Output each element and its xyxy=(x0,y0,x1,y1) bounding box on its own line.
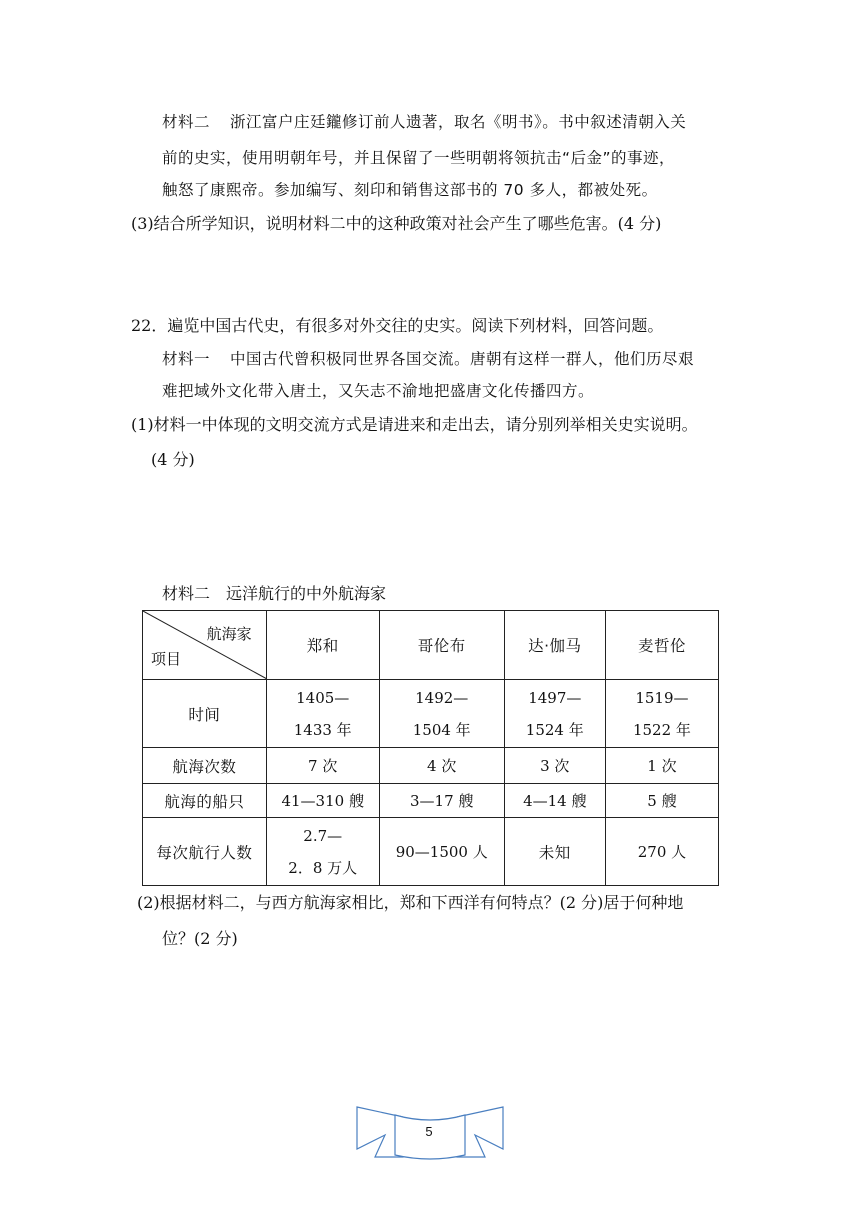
table-row xyxy=(143,784,719,818)
table-row xyxy=(143,748,719,784)
table-cell: 3 次 xyxy=(504,748,605,784)
table-cell: 3—17 艘 xyxy=(379,784,504,818)
material-text-line: 难把域外文化带入唐土，又矢志不渝地把盛唐文化传播四方。 xyxy=(162,382,595,400)
table-cell: 1 次 xyxy=(605,748,718,784)
question-22-2-cont: 位？(2 分) xyxy=(162,929,238,948)
material-text-line: 前的史实，使用明朝年号，并且保留了一些明朝将领抗击“后金”的事迹， xyxy=(162,149,676,167)
material-label: 材料二 xyxy=(162,113,211,131)
row-label: 每次航行人数 xyxy=(143,818,267,886)
table-cell: 1405— 1433 年 xyxy=(266,680,379,748)
table-cell: 1497— 1524 年 xyxy=(504,680,605,748)
table-header: 郑和 xyxy=(266,611,379,680)
navigators-table xyxy=(142,610,719,886)
table-row xyxy=(143,680,719,748)
material-label: 材料一 xyxy=(162,350,211,368)
material-text-line: 触怒了康熙帝。参加编写、刻印和销售这部书的 70 多人，都被处死。 xyxy=(162,181,658,199)
material-text-line: 中国古代曾积极同世界各国交流。唐朝有这样一群人，他们历尽艰 xyxy=(230,350,695,368)
question-22-1: (1)材料一中体现的文明交流方式是请进来和走出去，请分别列举相关史实说明。 xyxy=(131,415,698,434)
table-cell: 90—1500 人 xyxy=(379,818,504,886)
table-corner-cell xyxy=(143,611,267,680)
table-cell: 270 人 xyxy=(605,818,718,886)
question-22-1-score: (4 分) xyxy=(151,450,195,469)
corner-top-label: 航海家 xyxy=(206,625,252,643)
row-label: 航海的船只 xyxy=(143,784,267,818)
table-cell: 1519— 1522 年 xyxy=(605,680,718,748)
page-number: 5 xyxy=(425,1124,433,1139)
table-header: 达·伽马 xyxy=(504,611,605,680)
material2-title: 材料二 远洋航行的中外航海家 xyxy=(162,584,387,603)
row-label: 时间 xyxy=(143,680,267,748)
table-row xyxy=(143,818,719,886)
table-cell: 4—14 艘 xyxy=(504,784,605,818)
table-cell: 41—310 艘 xyxy=(266,784,379,818)
corner-bottom-label: 项目 xyxy=(151,650,182,668)
table-header: 麦哲伦 xyxy=(605,611,718,680)
row-label: 航海次数 xyxy=(143,748,267,784)
question-21-3: (3)结合所学知识，说明材料二中的这种政策对社会产生了哪些危害。(4 分) xyxy=(131,214,662,233)
table-cell: 2.7— 2．8 万人 xyxy=(266,818,379,886)
table-cell: 未知 xyxy=(504,818,605,886)
table-cell: 7 次 xyxy=(266,748,379,784)
question-22-stem: 22．遍览中国古代史，有很多对外交往的史实。阅读下列材料，回答问题。 xyxy=(131,316,664,335)
question-22-2: (2)根据材料二，与西方航海家相比，郑和下西洋有何特点？(2 分)居于何种地 xyxy=(137,893,684,912)
table-header: 哥伦布 xyxy=(379,611,504,680)
material-text-line: 浙江富户庄廷鑨修订前人遗著，取名《明书》。书中叙述清朝入关 xyxy=(230,113,687,131)
table-cell: 1492— 1504 年 xyxy=(379,680,504,748)
table-cell: 4 次 xyxy=(379,748,504,784)
table-cell: 5 艘 xyxy=(605,784,718,818)
